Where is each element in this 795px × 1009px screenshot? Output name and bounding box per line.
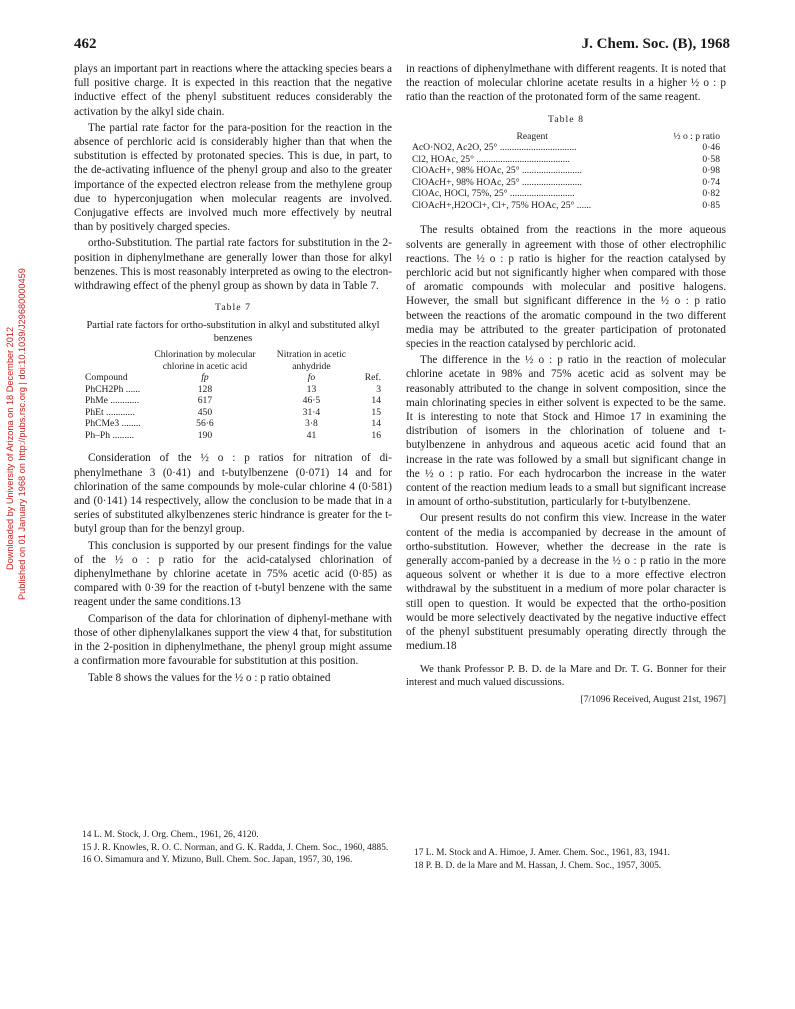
footnote: 17 L. M. Stock and A. Himoe, J. Amer. Chem. Soc., 1961, 83, 1941. xyxy=(414,848,670,858)
table-cell: 13 xyxy=(306,383,317,395)
table-cell: Ph–Ph ......... xyxy=(85,429,135,441)
table-cell: 0·58 xyxy=(702,153,720,165)
table-cell: ClOAcH+, 98% HOAc, 25° ......................... xyxy=(412,165,582,177)
table-cell: 16 xyxy=(371,429,381,441)
watermark-download-line: Downloaded by University of Arizona on 18 December 2012 xyxy=(5,326,15,570)
table-7-caption: Partial rate factors for ortho-substitution in alkyl and substituted alkyl benzenes xyxy=(86,320,380,345)
table-cell: PhMe ............ xyxy=(85,395,140,407)
table-cell: 14 xyxy=(371,395,381,407)
table-cell: 190 xyxy=(197,429,213,441)
table-7 xyxy=(83,349,383,441)
table-cell: 41 xyxy=(306,429,317,441)
table-8-header-reagent: Reagent xyxy=(516,130,548,142)
paragraph: Comparison of the data for chlorination of diphenyl-methane with those of other diphenylalkanes support the view 4 that, for substitution in the 2-position in diphenylmethane, the phenyl group might assume a confirmation more favourable for substitution at this position. xyxy=(74,612,392,668)
paragraph: The results obtained from the reactions in the more aqueous solvents are generally in agreement with those of other electrophilic reactions. The ½ o : p ratio is higher for the reaction catalysed by perchloric acid but not significantly higher when compared with those of aromatic compounds with molecular and positive halogens. However, the small but significant difference in the ½ o : p ratio between the reactions of the aromatic compound in the two different media may be attributed to the greater participation of protonated species in the reaction catalysed by perchloric acid. xyxy=(406,224,726,350)
table-7-header-ref: Ref. xyxy=(364,372,381,384)
table-cell: 128 xyxy=(197,383,213,395)
table-row xyxy=(410,165,722,177)
footnotes-right xyxy=(406,848,726,873)
table-8-title: Table 8 xyxy=(548,113,584,125)
table-8-header-ratio: ½ o : p ratio xyxy=(673,130,720,142)
table-8 xyxy=(410,131,722,212)
table-row xyxy=(83,384,383,396)
table-cell: ClOAcH+, 98% HOAc, 25° ......................... xyxy=(412,176,582,188)
table-7-header-fo: fo xyxy=(307,372,316,384)
table-cell: AcO·NO2, Ac2O, 25° ................................ xyxy=(412,142,577,154)
table-cell: Cl2, HOAc, 25° ....................................... xyxy=(412,153,570,165)
paragraph: This conclusion is supported by our present findings for the value of the ½ o : p ratio for the acid-catalysed chlorination of diphenylmethane by chlorine acetate in 75% acetic acid (0·85) as compared with 0·39 for the reaction of t-butyl benzene with the same reagent under the same conditions.13 xyxy=(74,539,392,609)
table-cell: 46·5 xyxy=(302,395,321,407)
table-cell: 14 xyxy=(371,418,381,430)
table-row xyxy=(410,188,722,200)
table-7-header-fp: fp xyxy=(201,372,209,384)
table-row xyxy=(83,430,383,442)
paragraph: The partial rate factor for the para-position for the reaction in the absence of perchloric acid is considerably higher than that when the substitution is effected by protonated species. This is due, in part, to the de-activating influence of the phenyl group and also to the greater importance of the expected electron release from the methylene group due to hyperconjugation when molecular reagents are involved. Conjugative effects are involved much more effectively by neutral than by positively charged species. xyxy=(74,121,392,234)
table-cell: PhCMe3 ........ xyxy=(85,418,141,430)
table-cell: 617 xyxy=(197,395,213,407)
download-watermark xyxy=(0,0,30,600)
paragraph: Table 8 shows the values for the ½ o : p ratio obtained xyxy=(88,671,331,684)
table-row xyxy=(410,177,722,189)
table-7-title: Table 7 xyxy=(215,302,251,314)
right-column xyxy=(406,62,726,708)
paragraph: ortho-Substitution. The partial rate factors for substitution in the 2-position in diphenylmethane are generally lower than those for alkyl benzenes. This is most reasonably interpreted as owing to the electron-withdrawing effect of the phenyl group as shown by data in Table 7. xyxy=(74,237,392,293)
table-cell: ClOAc, HOCl, 75%, 25° ........................... xyxy=(412,188,575,200)
page-number: 462 xyxy=(74,36,97,52)
paragraph: Our present results do not confirm this view. Increase in the water content of the media is accompanied by decrease in the amount of ortho-substitution. However, whether the decrease in the rate is generally accom-panied by a decrease in the ½ o : p ratio in the more aqueous solvent or whether it is due to a more effective electron withdrawal by the substituent in a medium of more polar character is still open to question. It would be expected that the ortho-position would be more selectively deactivated by the negative inductive effect of the phenyl substituent presumably operating directly through the medium.18 xyxy=(406,512,726,653)
table-cell: PhEt ............ xyxy=(85,406,135,418)
left-column xyxy=(74,62,392,687)
acknowledgement: We thank Professor P. B. D. de la Mare and Dr. T. G. Bonner for their interest and much valued discussions. xyxy=(406,664,726,689)
footnote: 18 P. B. D. de la Mare and M. Hassan, J. Chem. Soc., 1957, 3005. xyxy=(414,860,662,871)
table-7-group-nitration: Nitration in acetic anhydride xyxy=(276,349,347,372)
paragraph: Consideration of the ½ o : p ratios for nitration of di-phenylmethane 3 (0·41) and t-butylbenzene (0·071) 14 and for chlorination of the same compounds by mole-cular chlorine 4 (0·581) and (0·141) 14 respectively, allow the conclusion to be made that in a series of substituted alkylbenzenes steric hindrance is greater for the t-butyl group than for the benzyl group. xyxy=(74,452,392,536)
table-cell: 0·82 xyxy=(702,188,720,200)
table-cell: ClOAcH+,H2OCl+, Cl+, 75% HOAc, 25° ...... xyxy=(412,199,592,211)
received-date: [7/1096 Received, August 21st, 1967] xyxy=(580,694,726,706)
table-cell: 0·46 xyxy=(702,142,720,154)
table-row xyxy=(83,407,383,419)
table-row xyxy=(410,154,722,166)
paragraph: plays an important part in reactions where the attacking species bears a full positive charge. It is expected in this reaction that the negative inductive effect of the phenyl substituent reduces considerably the activation by the alkyl side chain. xyxy=(74,63,392,118)
table-cell: 0·85 xyxy=(702,199,720,211)
table-cell: PhCH2Ph ...... xyxy=(85,383,141,395)
table-row xyxy=(410,200,722,212)
table-cell: 0·74 xyxy=(702,176,720,188)
paragraph: The difference in the ½ o : p ratio in the reaction of molecular chlorine acetate in 98% and 75% acetic acid as solvent may be reasonably attributed to the change in solvent composition, since the main chlorinating species in either solvent is expected to be the same. It is interesting to note that Stock and Himoe 17 in examining the distribution of isomers in the chlorination of toluene and t-butylbenzene in anhydrous and aqueous acetic acid found that an increase in the rate was followed by a small but significant change in the ½ o : p ratio. For each hydrocarbon the increase in the water content of the reaction medium leads to a small but significant increase in amount of ortho-substitution, particularly for t-butylbenzene. xyxy=(406,354,726,509)
table-row xyxy=(410,142,722,154)
footnote: 14 L. M. Stock, J. Org. Chem., 1961, 26, 4120. xyxy=(82,830,259,840)
journal-header: J. Chem. Soc. (B), 1968 xyxy=(581,36,730,52)
footnotes-left xyxy=(74,830,392,868)
footnote: 15 J. R. Knowles, R. O. C. Norman, and G. K. Radda, J. Chem. Soc., 1960, 4885. xyxy=(82,842,389,853)
table-cell: 450 xyxy=(197,406,213,418)
table-cell: 56·6 xyxy=(196,418,214,430)
table-row xyxy=(83,395,383,407)
table-cell: 0·98 xyxy=(702,165,720,177)
table-7-header-compound: Compound xyxy=(85,372,128,384)
table-7-group-chlorination: Chlorination by molecular chlorine in acetic acid xyxy=(154,349,256,372)
table-cell: 3 xyxy=(376,383,381,395)
paragraph: in reactions of diphenylmethane with different reagents. It is noted that the reaction of molecular chlorine acetate results in a higher ½ o : p ratio than the reaction of the protonated form of the same reagent. xyxy=(406,63,726,104)
watermark-published-line: Published on 01 January 1968 on http://pubs.rsc.org | doi:10.1039/J29680000459 xyxy=(17,268,27,600)
table-cell: 31·4 xyxy=(302,406,321,418)
footnote: 16 O. Simamura and Y. Mizuno, Bull. Chem. Soc. Japan, 1957, 30, 196. xyxy=(82,855,353,865)
table-cell: 3·8 xyxy=(305,418,318,430)
table-row xyxy=(83,418,383,430)
table-cell: 15 xyxy=(371,406,381,418)
